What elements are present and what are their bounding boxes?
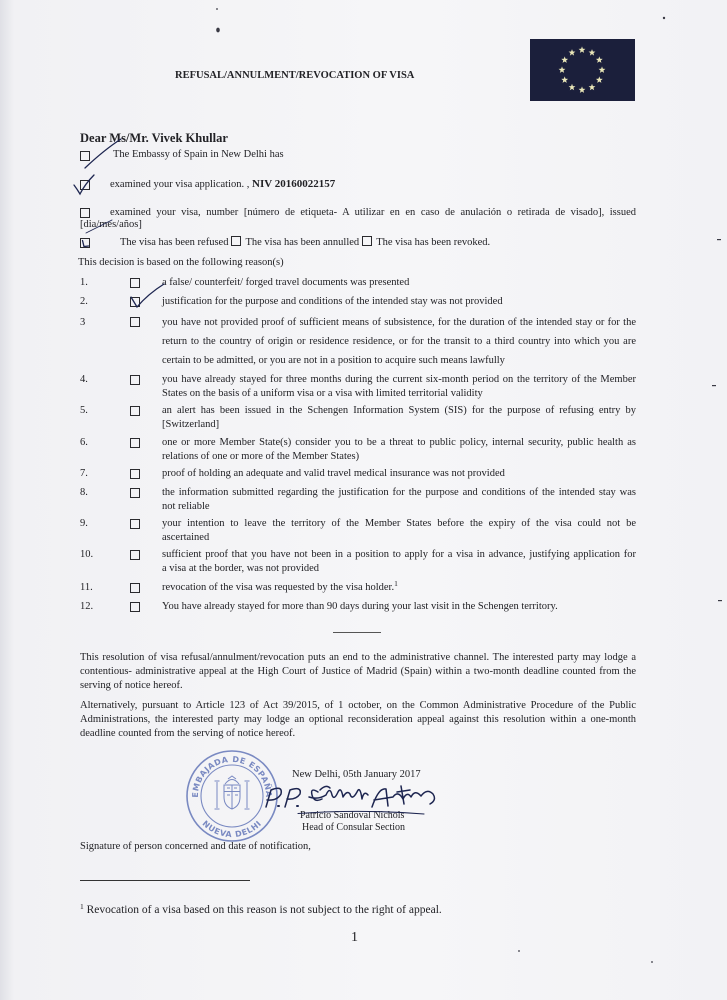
- visa-issue-date-placeholder: [dia/mes/años]: [80, 219, 142, 230]
- reason-text: a false/ counterfeit/ forged travel documents was presented: [162, 277, 410, 288]
- flag-star: [599, 66, 606, 73]
- reason-text: ascertained: [162, 531, 210, 543]
- reason-text: you have already stayed for three months during the current six-month period on the territory of the Member: [162, 374, 636, 385]
- annulled-label: The visa has been annulled: [245, 237, 360, 248]
- svg-text:NUEVA DELHI: [201, 819, 264, 839]
- visa-number-checkbox: [80, 208, 90, 218]
- paragraph-line: Alternatively, pursuant to Article 123 of Act 39/2015, of 1 october, on the Common Administrative Procedure of the Public: [80, 700, 636, 711]
- stamp-top-text: EMBAJADA DE ESPAÑA: [190, 754, 274, 798]
- paragraph-line: This resolution of visa refusal/annulment/revocation puts an end to the administrative channel. The interested party may lodge a: [80, 652, 636, 663]
- outcome-row: [120, 236, 490, 250]
- flag-star: [589, 49, 596, 56]
- footnote-reference: 1: [394, 579, 398, 588]
- eu-flag: [530, 39, 635, 101]
- visa-number-statement: examined your visa, number [número de etiqueta- A utilizar en en caso de anulación o retirada de visado], issued: [110, 207, 636, 218]
- eu-flag-field: [530, 39, 635, 101]
- reason-checkbox: [130, 602, 140, 612]
- eu-flag-stars: [559, 46, 606, 93]
- coat-of-arms-icon: [215, 776, 250, 809]
- embassy-stamp: [187, 751, 277, 841]
- reason-number: 5.: [80, 405, 88, 416]
- reason-number: 4.: [80, 374, 88, 385]
- flag-star: [596, 56, 603, 63]
- revoked-checkbox: [362, 236, 372, 246]
- revoked-label: The visa has been revoked.: [376, 237, 491, 248]
- flag-star: [559, 66, 566, 73]
- reason-checkbox: [130, 583, 140, 593]
- reason-checkbox: [130, 519, 140, 529]
- reason-text: You have already stayed for more than 90 days during your last visit in the Schengen territory.: [162, 601, 558, 612]
- page-number: 1: [351, 930, 358, 945]
- stamp-bottom-text: NUEVA DELHI: [200, 818, 264, 840]
- reason-number: 11.: [80, 582, 93, 593]
- notification-signature-line: [80, 880, 250, 881]
- refused-checkbox: [80, 238, 90, 248]
- flag-star: [596, 76, 603, 83]
- reason-number: 10.: [80, 549, 94, 560]
- reason-checkbox: [130, 406, 140, 416]
- flag-star: [569, 49, 576, 56]
- reason-text: relations of one or more of the Member States): [162, 450, 360, 462]
- reason-text: return to the country of origin or residence residence, or for the transit to a third country into which you are: [162, 336, 636, 347]
- reason-text: certain to be admitted, or you are not in a position to acquire such means lawfully: [162, 355, 505, 366]
- reason-number: 9.: [80, 518, 88, 529]
- reason-number: 7.: [80, 468, 88, 479]
- flag-star: [561, 76, 568, 83]
- reason-text: a visa at the border, was not provided: [162, 562, 320, 574]
- application-text: examined your visa application. ,: [110, 179, 253, 190]
- reason-number: 1.: [80, 277, 88, 288]
- flag-star: [589, 84, 596, 91]
- stamp-inner-ring: [201, 765, 263, 827]
- reason-text: proof of holding an adequate and valid travel medical insurance was not provided: [162, 468, 505, 479]
- reason-text-body: revocation of the visa was requested by the visa holder.: [162, 582, 395, 593]
- application-checkbox: [80, 180, 90, 190]
- reason-number: 12.: [80, 601, 94, 612]
- paragraph-line: Administrations, the interested party may lodge an optional reconsideration appeal against this resolution within a one-month: [80, 714, 636, 725]
- reason-text: the information submitted regarding the justification for the purpose and conditions of the intended stay was: [162, 487, 636, 498]
- footnote: [80, 902, 442, 918]
- niv-number: NIV 20160022157: [252, 178, 336, 190]
- reason-text: not reliable: [162, 500, 210, 512]
- notification-label: Signature of person concerned and date of notification,: [80, 841, 311, 852]
- reason-text: your intention to leave the territory of the Member States before the expiry of the visa could not be: [162, 518, 636, 529]
- reason-checkbox: [130, 550, 140, 560]
- reasons-intro: This decision is based on the following reason(s): [78, 257, 284, 268]
- signatory-position: Head of Consular Section: [302, 822, 406, 833]
- reason-checkbox: [130, 278, 140, 288]
- reason-text: an alert has been issued in the Schengen Information System (SIS) for the purpose of refusing entry by: [162, 405, 636, 416]
- reason-checkbox: [130, 438, 140, 448]
- reason-text: [Switzerland]: [162, 418, 220, 430]
- reason-text: you have not provided proof of sufficient means of subsistence, for the duration of the intended stay or for the: [162, 317, 636, 328]
- flag-star: [579, 46, 586, 53]
- reason-checkbox: [130, 375, 140, 385]
- svg-text:EMBAJADA DE ESPAÑA: [191, 755, 274, 798]
- reason-number: 2.: [80, 296, 88, 307]
- reason-checkbox: [130, 317, 140, 327]
- application-statement: [110, 178, 335, 192]
- refused-label: The visa has been refused: [120, 237, 229, 248]
- reason-number: 8.: [80, 487, 88, 498]
- signatory-name: Patricio Sandoval Nichols: [300, 810, 405, 821]
- document-title: REFUSAL/ANNULMENT/REVOCATION OF VISA: [175, 70, 415, 81]
- reconsideration-paragraph: [80, 699, 636, 741]
- reason-number: 3: [80, 317, 86, 328]
- reason-number: 6.: [80, 437, 88, 448]
- paragraph-line: deadline counted from the serving of notice hereof.: [80, 728, 296, 739]
- footnote-text: Revocation of a visa based on this reason is not subject to the right of appeal.: [83, 904, 442, 916]
- reason-text: one or more Member State(s) consider you to be a threat to public policy, internal security, public health as: [162, 437, 636, 448]
- stamp-outer-ring: [187, 751, 277, 841]
- appeal-paragraph: [80, 651, 636, 693]
- embassy-statement: The Embassy of Spain in New Delhi has: [113, 149, 284, 160]
- paragraph-line: serving of notice hereof.: [80, 680, 183, 691]
- paragraph-line: contentious- administrative appeal at the High Court of Justice of Madrid (Spain) within a two-month deadline counted from the: [80, 666, 636, 677]
- reason-text: [162, 581, 636, 595]
- salutation: Dear Ms/Mr. Vivek Khullar: [80, 131, 228, 145]
- reason-checkbox: [130, 469, 140, 479]
- footnote-marker: 1: [80, 902, 84, 911]
- place-and-date: New Delhi, 05th January 2017: [292, 769, 421, 780]
- flag-star: [561, 56, 568, 63]
- reason-text: sufficient proof that you have not been in a position to apply for a visa in advance, justifying application for: [162, 549, 636, 560]
- annulled-checkbox: [231, 236, 241, 246]
- reason-checkbox: [130, 488, 140, 498]
- section-divider: [333, 632, 381, 633]
- flag-star: [569, 84, 576, 91]
- reason-checkbox: [130, 297, 140, 307]
- reason-text: States on the basis of a uniform visa or a visa with limited territorial validity: [162, 387, 483, 399]
- reason-text: justification for the purpose and conditions of the intended stay was not provided: [162, 296, 503, 307]
- flag-star: [579, 86, 586, 93]
- embassy-checkbox: [80, 151, 90, 161]
